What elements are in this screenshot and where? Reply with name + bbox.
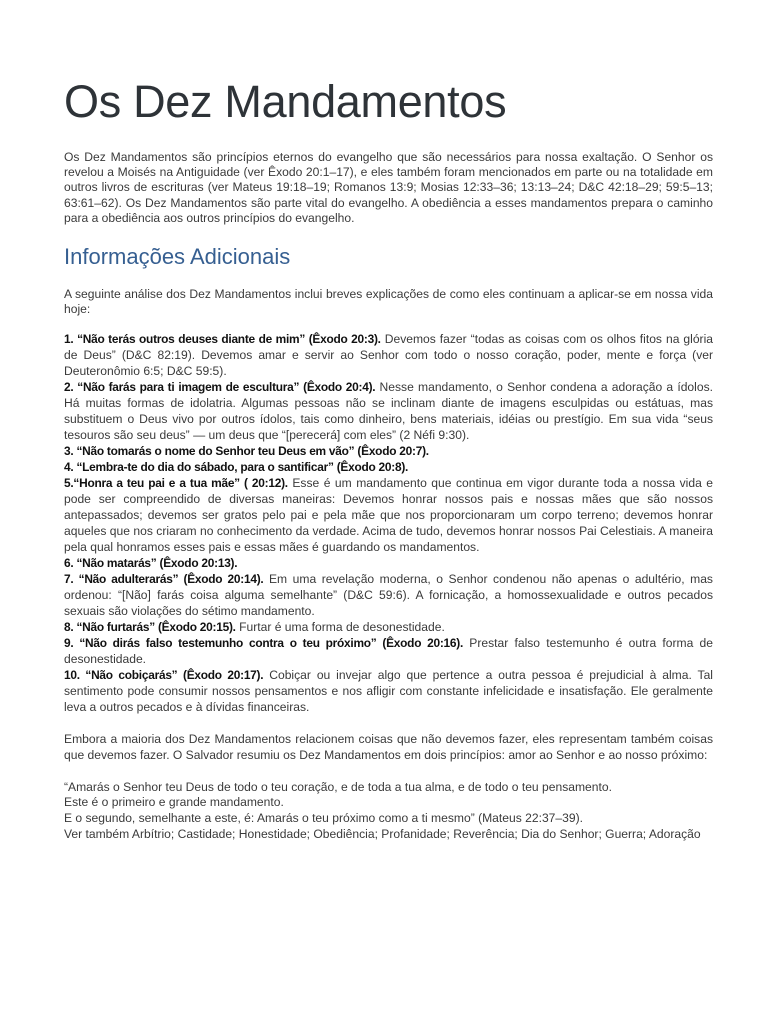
commandment-text: Devemos fazer “todas as coisas com os olhos fitos na glória de Deus” (D&C 82:19). Devemos amar e servir ao Senhor com todo o nosso coração, poder, mente e força (ver Deuteronômio 6:5; D&C 59:5). — [64, 332, 713, 379]
commandment-heading: 6. “Não matarás” (Êxodo 20:13). — [64, 556, 238, 571]
commandment-heading: 7. “Não adulterarás” (Êxodo 20:14). — [64, 572, 264, 587]
commandment-item — [64, 555, 713, 571]
commandment-text: Prestar falso testemunho é outra forma de desonestidade. — [64, 636, 713, 667]
analysis-intro: A seguinte análise dos Dez Mandamentos inclui breves explicações de como eles continuam a aplicar-se em nossa vida hoje: — [64, 287, 713, 317]
scripture-quote — [64, 780, 713, 842]
commandment-item — [64, 475, 713, 555]
commandment-heading: 9. “Não dirás falso testemunho contra o teu próximo” (Êxodo 20:16). — [64, 636, 464, 651]
quote-line: Este é o primeiro e grande mandamento. — [64, 795, 284, 810]
commandment-item — [64, 635, 713, 667]
commandment-heading: 10. “Não cobiçarás” (Êxodo 20:17). — [64, 668, 264, 683]
commandment-heading: 1. “Não terás outros deuses diante de mim” (Êxodo 20:3). — [64, 332, 381, 347]
summary-paragraph: Embora a maioria dos Dez Mandamentos relacionem coisas que não devemos fazer, eles representam também coisas que devemos fazer. O Salvador resumiu os Dez Mandamentos em dois princípios: amor ao Senhor e ao nosso próximo: — [64, 732, 713, 762]
quote-line: “Amarás o Senhor teu Deus de todo o teu coração, e de toda a tua alma, e de todo o teu pensamento. — [64, 779, 612, 794]
commandment-item — [64, 571, 713, 619]
section-heading: Informações Adicionais — [64, 244, 291, 270]
commandment-text: Nesse mandamento, o Senhor condena a adoração a ídolos. Há muitas formas de idolatria. Algumas pessoas não se inclinam diante de imagens esculpidas ou estátuas, mas substituem o Deus vivo por outros ídolos, tais como dinheiro, bens materiais, idéias ou prestígio. Em sua vida “seus tesouros são seu deus” — um deus que “[perecerá] com eles” (2 Néfi 9:30). — [64, 380, 713, 443]
intro-paragraph: Os Dez Mandamentos são princípios eternos do evangelho que são necessários para nossa exaltação. O Senhor os revelou a Moisés na Antiguidade (ver Êxodo 20:1–17), e eles também foram mencionados em parte ou na totalidade em outros livros de escrituras (ver Mateus 19:18–19; Romanos 13:9; Mosias 12:33–36; 13:13–24; D&C 42:18–29; 59:5–13; 63:61–62). Os Dez Mandamentos são parte vital do evangelho. A obediência a esses mandamentos prepara o caminho para a obediência aos outros princípios do evangelho. — [64, 150, 713, 225]
page-title: Os Dez Mandamentos — [64, 76, 507, 127]
document-page — [64, 72, 713, 842]
see-also: Ver também Arbítrio; Castidade; Honestidade; Obediência; Profanidade; Reverência; Dia do Senhor; Guerra; Adoração — [64, 826, 701, 841]
commandment-heading: 5.“Honra a teu pai e a tua mãe” ( 20:12). — [64, 476, 288, 491]
commandment-item — [64, 619, 713, 635]
commandment-text: Furtar é uma forma de desonestidade. — [235, 620, 445, 635]
commandment-text: Em uma revelação moderna, o Senhor condenou não apenas o adultério, mas ordenou: “[Não] farás coisa alguma semelhante” (D&C 59:6). A fornicação, a homossexualidade e outros pecados sexuais são violações do sétimo mandamento. — [64, 572, 713, 619]
commandment-text: Esse é um mandamento que continua em vigor durante toda a nossa vida e pode ser compreendido de diversas maneiras: Devemos honrar nossos pais e nossas mães que são nossos antepassados; devemos ser gratos pelo pai e pela mãe que nos proporcionaram um corpo terreno; devemos honrar aqueles que nos criaram no conhecimento da verdade. Acima de tudo, devemos honrar nossos Pai Celestiais. A maneira pela qual honramos esses pais e essas mães é guardando os mandamentos. — [64, 476, 713, 555]
commandment-text: Cobiçar ou invejar algo que pertence a outra pessoa é prejudicial à alma. Tal sentimento pode consumir nossos pensamentos e nos afligir com constante infelicidade e insatisfação. Ele geralmente leva a outros pecados e à dívidas financeiras. — [64, 668, 713, 715]
commandment-heading: 4. “Lembra-te do dia do sábado, para o santificar” (Êxodo 20:8). — [64, 460, 409, 475]
commandment-item — [64, 443, 713, 459]
commandment-heading: 2. “Não farás para ti imagem de escultura” (Êxodo 20:4). — [64, 380, 376, 395]
commandment-item — [64, 459, 713, 475]
quote-line: E o segundo, semelhante a este, é: Amarás o teu próximo como a ti mesmo” (Mateus 22:37–39). — [64, 811, 583, 826]
commandment-item — [64, 667, 713, 715]
commandment-heading: 8. “Não furtarás” (Êxodo 20:15). — [64, 620, 236, 635]
commandment-item — [64, 331, 713, 379]
commandments-list — [64, 331, 713, 715]
commandment-item — [64, 379, 713, 443]
commandment-heading: 3. “Não tomarás o nome do Senhor teu Deus em vão” (Êxodo 20:7). — [64, 444, 429, 459]
